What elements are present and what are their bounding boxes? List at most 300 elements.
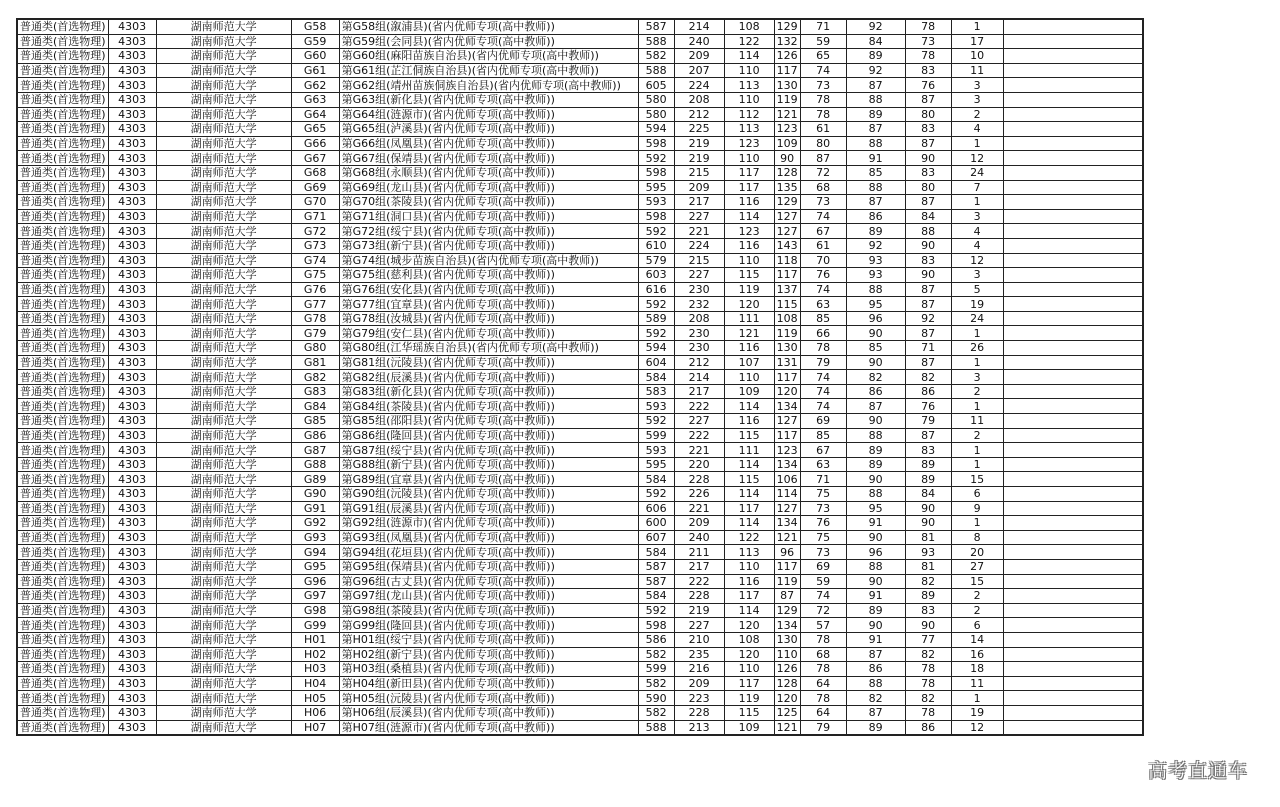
group-name-cell: 第G64组(涟源市)(省内优师专项(高中教师)): [339, 107, 638, 122]
group-name-cell: 第G85组(邵阳县)(省内优师专项(高中教师)): [339, 414, 638, 429]
count-cell: 19: [951, 705, 1003, 720]
table-row: [17, 545, 1143, 560]
group-name-cell: 第G88组(新宁县)(省内优师专项(高中教师)): [339, 457, 638, 472]
score-3-cell: 115: [724, 705, 774, 720]
count-cell: 2: [951, 589, 1003, 604]
score-4-cell: 117: [774, 428, 800, 443]
group-code-cell: G71: [291, 209, 339, 224]
table-row: [17, 530, 1143, 545]
school-code-cell: 4303: [108, 472, 156, 487]
count-cell: 6: [951, 487, 1003, 502]
school-name-cell: 湖南师范大学: [156, 603, 291, 618]
school-code-cell: 4303: [108, 647, 156, 662]
total-score-cell: 598: [638, 165, 674, 180]
table-row: [17, 516, 1143, 531]
group-code-cell: G87: [291, 443, 339, 458]
score-7-cell: 71: [905, 341, 951, 356]
blank-cell: [1003, 647, 1143, 662]
score-3-cell: 120: [724, 618, 774, 633]
group-name-cell: 第G62组(靖州苗族侗族自治县)(省内优师专项(高中教师)): [339, 78, 638, 93]
score-5-cell: 74: [800, 282, 846, 297]
category-cell: 普通类(首选物理): [17, 78, 108, 93]
group-code-cell: H07: [291, 720, 339, 735]
group-code-cell: G69: [291, 180, 339, 195]
school-code-cell: 4303: [108, 297, 156, 312]
score-3-cell: 110: [724, 662, 774, 677]
count-cell: 2: [951, 603, 1003, 618]
score-4-cell: 117: [774, 370, 800, 385]
score-5-cell: 63: [800, 457, 846, 472]
score-2-cell: 213: [674, 720, 724, 735]
school-name-cell: 湖南师范大学: [156, 253, 291, 268]
category-cell: 普通类(首选物理): [17, 559, 108, 574]
score-4-cell: 115: [774, 297, 800, 312]
blank-cell: [1003, 224, 1143, 239]
score-7-cell: 83: [905, 63, 951, 78]
total-score-cell: 600: [638, 516, 674, 531]
score-4-cell: 110: [774, 647, 800, 662]
school-code-cell: 4303: [108, 705, 156, 720]
count-cell: 1: [951, 19, 1003, 34]
score-5-cell: 61: [800, 238, 846, 253]
table-row: [17, 19, 1143, 34]
score-4-cell: 119: [774, 92, 800, 107]
count-cell: 10: [951, 49, 1003, 64]
category-cell: 普通类(首选物理): [17, 341, 108, 356]
score-5-cell: 66: [800, 326, 846, 341]
score-3-cell: 113: [724, 545, 774, 560]
school-code-cell: 4303: [108, 19, 156, 34]
school-name-cell: 湖南师范大学: [156, 384, 291, 399]
score-4-cell: 130: [774, 78, 800, 93]
blank-cell: [1003, 195, 1143, 210]
category-cell: 普通类(首选物理): [17, 720, 108, 735]
score-5-cell: 67: [800, 224, 846, 239]
score-3-cell: 109: [724, 384, 774, 399]
score-6-cell: 82: [846, 370, 905, 385]
school-code-cell: 4303: [108, 545, 156, 560]
blank-cell: [1003, 78, 1143, 93]
score-6-cell: 89: [846, 603, 905, 618]
score-4-cell: 143: [774, 238, 800, 253]
score-4-cell: 128: [774, 676, 800, 691]
group-name-cell: 第H01组(绥宁县)(省内优师专项(高中教师)): [339, 632, 638, 647]
score-3-cell: 119: [724, 691, 774, 706]
score-4-cell: 123: [774, 122, 800, 137]
school-name-cell: 湖南师范大学: [156, 136, 291, 151]
category-cell: 普通类(首选物理): [17, 705, 108, 720]
table-row: [17, 209, 1143, 224]
count-cell: 17: [951, 34, 1003, 49]
total-score-cell: 598: [638, 618, 674, 633]
count-cell: 20: [951, 545, 1003, 560]
score-6-cell: 88: [846, 676, 905, 691]
group-name-cell: 第G93组(凤凰县)(省内优师专项(高中教师)): [339, 530, 638, 545]
total-score-cell: 584: [638, 545, 674, 560]
school-name-cell: 湖南师范大学: [156, 574, 291, 589]
total-score-cell: 607: [638, 530, 674, 545]
school-code-cell: 4303: [108, 487, 156, 502]
table-row: [17, 399, 1143, 414]
group-code-cell: G90: [291, 487, 339, 502]
score-5-cell: 61: [800, 122, 846, 137]
group-name-cell: 第G70组(茶陵县)(省内优师专项(高中教师)): [339, 195, 638, 210]
count-cell: 11: [951, 676, 1003, 691]
total-score-cell: 610: [638, 238, 674, 253]
total-score-cell: 584: [638, 370, 674, 385]
total-score-cell: 605: [638, 78, 674, 93]
school-name-cell: 湖南师范大学: [156, 355, 291, 370]
score-2-cell: 230: [674, 282, 724, 297]
score-6-cell: 88: [846, 136, 905, 151]
group-code-cell: G64: [291, 107, 339, 122]
count-cell: 4: [951, 238, 1003, 253]
blank-cell: [1003, 34, 1143, 49]
score-4-cell: 128: [774, 165, 800, 180]
score-6-cell: 89: [846, 720, 905, 735]
score-6-cell: 91: [846, 151, 905, 166]
school-code-cell: 4303: [108, 457, 156, 472]
category-cell: 普通类(首选物理): [17, 297, 108, 312]
group-code-cell: G76: [291, 282, 339, 297]
score-7-cell: 78: [905, 705, 951, 720]
total-score-cell: 598: [638, 209, 674, 224]
score-6-cell: 89: [846, 443, 905, 458]
score-7-cell: 87: [905, 297, 951, 312]
count-cell: 12: [951, 151, 1003, 166]
blank-cell: [1003, 603, 1143, 618]
score-4-cell: 108: [774, 311, 800, 326]
table-row: [17, 501, 1143, 516]
total-score-cell: 590: [638, 691, 674, 706]
group-code-cell: G96: [291, 574, 339, 589]
score-4-cell: 127: [774, 209, 800, 224]
score-5-cell: 85: [800, 311, 846, 326]
score-6-cell: 88: [846, 282, 905, 297]
group-name-cell: 第G87组(绥宁县)(省内优师专项(高中教师)): [339, 443, 638, 458]
score-7-cell: 73: [905, 34, 951, 49]
score-5-cell: 74: [800, 370, 846, 385]
category-cell: 普通类(首选物理): [17, 326, 108, 341]
category-cell: 普通类(首选物理): [17, 574, 108, 589]
total-score-cell: 593: [638, 443, 674, 458]
score-2-cell: 240: [674, 530, 724, 545]
score-7-cell: 78: [905, 676, 951, 691]
group-code-cell: G61: [291, 63, 339, 78]
score-7-cell: 90: [905, 501, 951, 516]
score-5-cell: 72: [800, 165, 846, 180]
score-3-cell: 113: [724, 78, 774, 93]
group-name-cell: 第G69组(龙山县)(省内优师专项(高中教师)): [339, 180, 638, 195]
score-4-cell: 134: [774, 399, 800, 414]
table-row: [17, 238, 1143, 253]
category-cell: 普通类(首选物理): [17, 209, 108, 224]
group-code-cell: G70: [291, 195, 339, 210]
score-2-cell: 235: [674, 647, 724, 662]
total-score-cell: 584: [638, 589, 674, 604]
score-3-cell: 110: [724, 92, 774, 107]
score-6-cell: 92: [846, 238, 905, 253]
score-3-cell: 120: [724, 297, 774, 312]
category-cell: 普通类(首选物理): [17, 63, 108, 78]
blank-cell: [1003, 691, 1143, 706]
count-cell: 14: [951, 632, 1003, 647]
table-row: [17, 647, 1143, 662]
table-row: [17, 49, 1143, 64]
group-name-cell: 第H07组(涟源市)(省内优师专项(高中教师)): [339, 720, 638, 735]
score-5-cell: 64: [800, 705, 846, 720]
blank-cell: [1003, 487, 1143, 502]
table-row: [17, 618, 1143, 633]
total-score-cell: 588: [638, 720, 674, 735]
category-cell: 普通类(首选物理): [17, 180, 108, 195]
group-name-cell: 第G60组(麻阳苗族自治县)(省内优师专项(高中教师)): [339, 49, 638, 64]
score-2-cell: 223: [674, 691, 724, 706]
score-7-cell: 82: [905, 691, 951, 706]
score-6-cell: 85: [846, 341, 905, 356]
school-name-cell: 湖南师范大学: [156, 618, 291, 633]
group-code-cell: H01: [291, 632, 339, 647]
score-7-cell: 83: [905, 165, 951, 180]
score-7-cell: 87: [905, 136, 951, 151]
group-name-cell: 第G96组(古丈县)(省内优师专项(高中教师)): [339, 574, 638, 589]
table-row: [17, 297, 1143, 312]
score-4-cell: 121: [774, 107, 800, 122]
score-5-cell: 67: [800, 443, 846, 458]
school-code-cell: 4303: [108, 428, 156, 443]
score-5-cell: 59: [800, 574, 846, 589]
total-score-cell: 588: [638, 63, 674, 78]
total-score-cell: 593: [638, 399, 674, 414]
group-code-cell: H02: [291, 647, 339, 662]
table-row: [17, 574, 1143, 589]
school-code-cell: 4303: [108, 78, 156, 93]
score-6-cell: 87: [846, 399, 905, 414]
score-2-cell: 215: [674, 253, 724, 268]
category-cell: 普通类(首选物理): [17, 282, 108, 297]
score-4-cell: 126: [774, 662, 800, 677]
group-code-cell: G59: [291, 34, 339, 49]
table-row: [17, 282, 1143, 297]
blank-cell: [1003, 180, 1143, 195]
blank-cell: [1003, 268, 1143, 283]
score-7-cell: 90: [905, 151, 951, 166]
score-2-cell: 230: [674, 326, 724, 341]
blank-cell: [1003, 238, 1143, 253]
category-cell: 普通类(首选物理): [17, 122, 108, 137]
count-cell: 1: [951, 136, 1003, 151]
school-code-cell: 4303: [108, 559, 156, 574]
score-3-cell: 123: [724, 136, 774, 151]
school-name-cell: 湖南师范大学: [156, 268, 291, 283]
total-score-cell: 586: [638, 632, 674, 647]
blank-cell: [1003, 559, 1143, 574]
table-row: [17, 676, 1143, 691]
score-7-cell: 76: [905, 399, 951, 414]
total-score-cell: 582: [638, 705, 674, 720]
score-2-cell: 212: [674, 355, 724, 370]
score-3-cell: 114: [724, 209, 774, 224]
count-cell: 15: [951, 472, 1003, 487]
category-cell: 普通类(首选物理): [17, 49, 108, 64]
school-name-cell: 湖南师范大学: [156, 589, 291, 604]
table-row: [17, 136, 1143, 151]
score-5-cell: 69: [800, 414, 846, 429]
score-4-cell: 117: [774, 268, 800, 283]
score-5-cell: 76: [800, 268, 846, 283]
score-2-cell: 217: [674, 559, 724, 574]
blank-cell: [1003, 516, 1143, 531]
count-cell: 2: [951, 384, 1003, 399]
table-row: [17, 92, 1143, 107]
score-4-cell: 134: [774, 516, 800, 531]
count-cell: 12: [951, 720, 1003, 735]
score-3-cell: 114: [724, 516, 774, 531]
group-name-cell: 第G82组(辰溪县)(省内优师专项(高中教师)): [339, 370, 638, 385]
school-code-cell: 4303: [108, 341, 156, 356]
score-2-cell: 211: [674, 545, 724, 560]
table-row: [17, 443, 1143, 458]
group-code-cell: G68: [291, 165, 339, 180]
school-name-cell: 湖南师范大学: [156, 559, 291, 574]
school-code-cell: 4303: [108, 34, 156, 49]
score-2-cell: 225: [674, 122, 724, 137]
score-5-cell: 79: [800, 355, 846, 370]
score-6-cell: 88: [846, 559, 905, 574]
score-2-cell: 212: [674, 107, 724, 122]
group-name-cell: 第G58组(溆浦县)(省内优师专项(高中教师)): [339, 19, 638, 34]
count-cell: 7: [951, 180, 1003, 195]
school-name-cell: 湖南师范大学: [156, 530, 291, 545]
table-row: [17, 632, 1143, 647]
table-row: [17, 268, 1143, 283]
score-5-cell: 71: [800, 472, 846, 487]
score-3-cell: 114: [724, 603, 774, 618]
score-2-cell: 240: [674, 34, 724, 49]
blank-cell: [1003, 49, 1143, 64]
blank-cell: [1003, 122, 1143, 137]
blank-cell: [1003, 414, 1143, 429]
school-name-cell: 湖南师范大学: [156, 516, 291, 531]
blank-cell: [1003, 341, 1143, 356]
table-row: [17, 355, 1143, 370]
category-cell: 普通类(首选物理): [17, 253, 108, 268]
score-7-cell: 83: [905, 603, 951, 618]
score-6-cell: 91: [846, 516, 905, 531]
school-name-cell: 湖南师范大学: [156, 705, 291, 720]
blank-cell: [1003, 574, 1143, 589]
school-code-cell: 4303: [108, 516, 156, 531]
school-code-cell: 4303: [108, 92, 156, 107]
school-name-cell: 湖南师范大学: [156, 341, 291, 356]
group-code-cell: G67: [291, 151, 339, 166]
group-name-cell: 第G65组(泸溪县)(省内优师专项(高中教师)): [339, 122, 638, 137]
total-score-cell: 589: [638, 311, 674, 326]
table-row: [17, 487, 1143, 502]
category-cell: 普通类(首选物理): [17, 92, 108, 107]
total-score-cell: 583: [638, 384, 674, 399]
score-3-cell: 108: [724, 19, 774, 34]
score-5-cell: 79: [800, 720, 846, 735]
score-4-cell: 125: [774, 705, 800, 720]
school-code-cell: 4303: [108, 662, 156, 677]
score-7-cell: 90: [905, 618, 951, 633]
school-code-cell: 4303: [108, 414, 156, 429]
score-3-cell: 113: [724, 122, 774, 137]
group-code-cell: G62: [291, 78, 339, 93]
score-4-cell: 135: [774, 180, 800, 195]
group-code-cell: G86: [291, 428, 339, 443]
category-cell: 普通类(首选物理): [17, 195, 108, 210]
group-code-cell: G78: [291, 311, 339, 326]
table-row: [17, 107, 1143, 122]
group-name-cell: 第G66组(凤凰县)(省内优师专项(高中教师)): [339, 136, 638, 151]
score-7-cell: 88: [905, 224, 951, 239]
score-5-cell: 78: [800, 107, 846, 122]
category-cell: 普通类(首选物理): [17, 603, 108, 618]
score-3-cell: 117: [724, 676, 774, 691]
count-cell: 11: [951, 414, 1003, 429]
total-score-cell: 588: [638, 34, 674, 49]
school-code-cell: 4303: [108, 501, 156, 516]
group-code-cell: G83: [291, 384, 339, 399]
group-code-cell: G75: [291, 268, 339, 283]
table-row: [17, 589, 1143, 604]
blank-cell: [1003, 136, 1143, 151]
school-code-cell: 4303: [108, 195, 156, 210]
total-score-cell: 592: [638, 224, 674, 239]
group-name-cell: 第H05组(沅陵县)(省内优师专项(高中教师)): [339, 691, 638, 706]
group-name-cell: 第G94组(花垣县)(省内优师专项(高中教师)): [339, 545, 638, 560]
score-5-cell: 74: [800, 63, 846, 78]
score-5-cell: 73: [800, 195, 846, 210]
school-name-cell: 湖南师范大学: [156, 282, 291, 297]
group-code-cell: G77: [291, 297, 339, 312]
school-name-cell: 湖南师范大学: [156, 78, 291, 93]
category-cell: 普通类(首选物理): [17, 414, 108, 429]
category-cell: 普通类(首选物理): [17, 224, 108, 239]
school-code-cell: 4303: [108, 632, 156, 647]
score-6-cell: 87: [846, 122, 905, 137]
category-cell: 普通类(首选物理): [17, 165, 108, 180]
score-6-cell: 88: [846, 180, 905, 195]
score-6-cell: 89: [846, 107, 905, 122]
school-name-cell: 湖南师范大学: [156, 720, 291, 735]
score-4-cell: 134: [774, 618, 800, 633]
score-7-cell: 78: [905, 19, 951, 34]
table-row: [17, 326, 1143, 341]
category-cell: 普通类(首选物理): [17, 151, 108, 166]
score-6-cell: 86: [846, 384, 905, 399]
total-score-cell: 593: [638, 195, 674, 210]
watermark: 高考直通车: [1147, 760, 1248, 782]
group-name-cell: 第G59组(会同县)(省内优师专项(高中教师)): [339, 34, 638, 49]
table-row: [17, 341, 1143, 356]
score-6-cell: 88: [846, 92, 905, 107]
table-row: [17, 603, 1143, 618]
total-score-cell: 595: [638, 180, 674, 195]
total-score-cell: 580: [638, 92, 674, 107]
school-code-cell: 4303: [108, 165, 156, 180]
group-name-cell: 第G89组(宜章县)(省内优师专项(高中教师)): [339, 472, 638, 487]
score-4-cell: 121: [774, 720, 800, 735]
score-7-cell: 86: [905, 384, 951, 399]
group-code-cell: G73: [291, 238, 339, 253]
blank-cell: [1003, 705, 1143, 720]
score-2-cell: 221: [674, 443, 724, 458]
school-code-cell: 4303: [108, 209, 156, 224]
count-cell: 3: [951, 370, 1003, 385]
